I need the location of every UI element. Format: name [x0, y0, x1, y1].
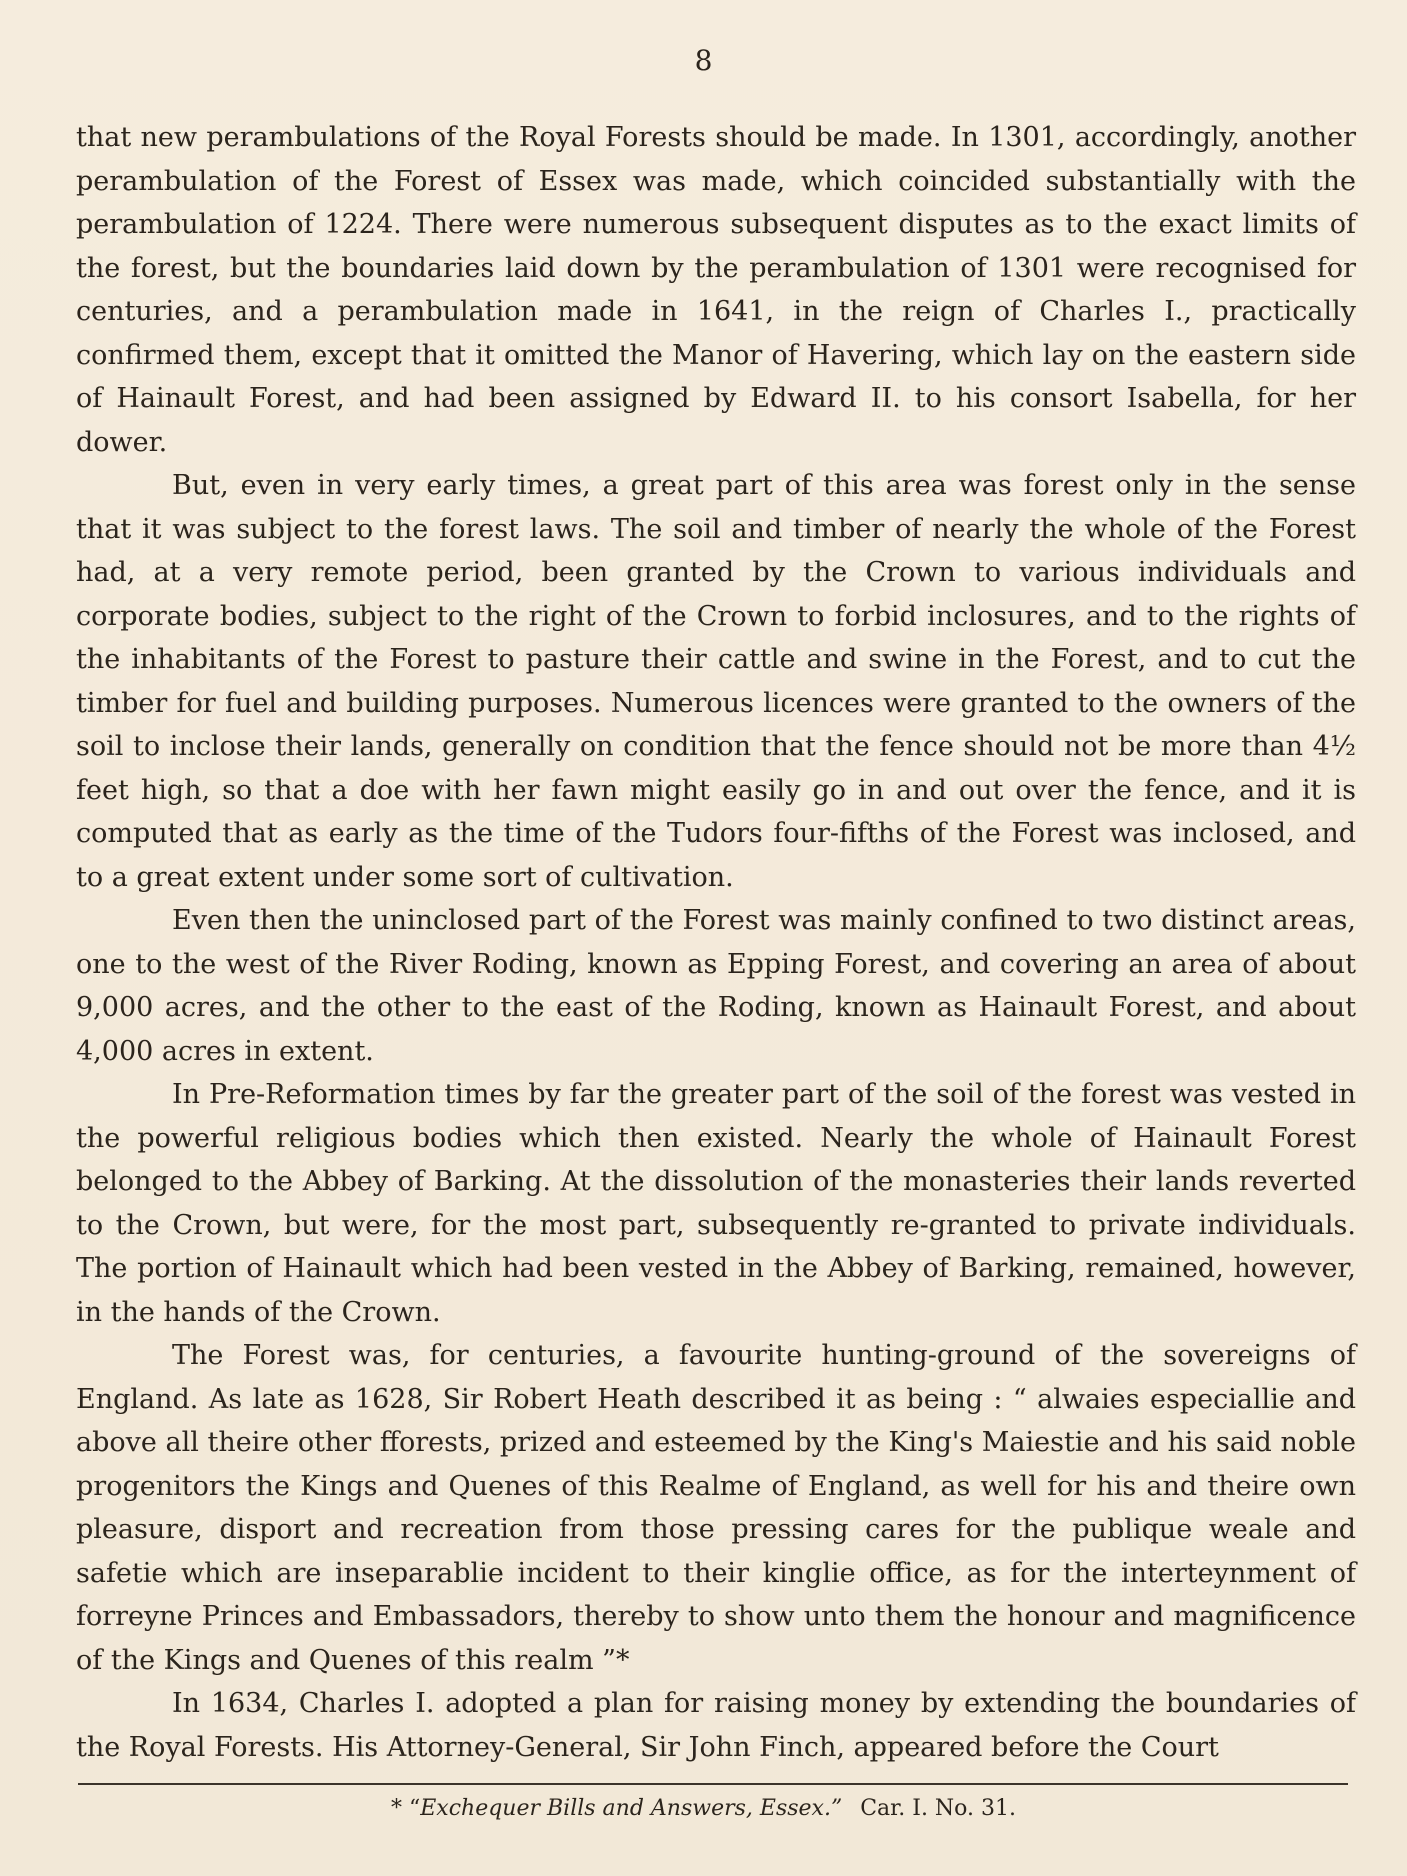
footnote-marker: * “ — [390, 1796, 421, 1821]
footnote-title: Exchequer Bills and Answers, Essex.” — [420, 1796, 843, 1821]
footnote — [0, 1796, 1407, 1821]
paragraph-6: In 1634, Charles I. adopted a plan for raising money by extending the boundaries of the Royal Forests. His Attorney-General, Sir John Finch, appeared before the Court — [76, 1688, 1356, 1763]
paragraph-5: The Forest was, for centuries, a favourite hunting-ground of the sovereigns of England. As late as 1628, Sir Robert Heath described it as being : “ alwaies especiallie and above all theire other fforests, prized and esteemed by the King's Maiestie and his said noble progenitors the Kings and Quenes of this Realme of England, as well for his and theire own pleasure, disport and recreation from those pressing cares for the publique weale and safetie which are inseparablie incident to their kinglie office, as for the interteynment of forreyne Princes and Embassadors, thereby to show unto them the honour and magnificence of the Kings and Quenes of this realm ”* — [76, 1340, 1356, 1676]
paragraph-1: that new perambulations of the Royal Forests should be made. In 1301, accordingly, another perambulation of the Forest of Essex was made, which coincided substantially with the perambulation of 1224. There were numerous subsequent disputes as to the exact limits of the forest, but the boundaries laid down by the perambulation of 1301 were recognised for centuries, and a perambulation made in 1641, in the reign of Charles I., practically confirmed them, except that it omitted the Manor of Havering, which lay on the eastern side of Hainault Forest, and had been assigned by Edward II. to his consort Isabella, for her dower. — [76, 122, 1356, 458]
paragraph-2: But, even in very early times, a great part of this area was forest only in the sense that it was subject to the forest laws. The soil and timber of nearly the whole of the Forest had, at a very remote period, been granted by the Crown to various individuals and corporate bodies, subject to the right of the Crown to forbid inclosures, and to the rights of the inhabitants of the Forest to pasture their cattle and swine in the Forest, and to cut the timber for fuel and building purposes. Numerous licences were granted to the owners of the soil to inclose their lands, generally on condition that the fence should not be more than 4½ feet high, so that a doe with her fawn might easily go in and out over the fence, and it is computed that as early as the time of the Tudors four-fifths of the Forest was inclosed, and to a great extent under some sort of cultivation. — [76, 470, 1356, 893]
footnote-divider — [78, 1783, 1348, 1785]
page-number: 8 — [694, 44, 713, 77]
paragraph-3: Even then the uninclosed part of the Forest was mainly confined to two distinct areas, one to the west of the River Roding, known as Epping Forest, and covering an area of about 9,000 acres, and the other to the east of the Roding, known as Hainault Forest, and about 4,000 acres in extent. — [76, 905, 1356, 1067]
paragraph-4: In Pre-Reformation times by far the greater part of the soil of the forest was vested in the powerful religious bodies which then existed. Nearly the whole of Hainault Forest belonged to the Abbey of Barking. At the dissolution of the monasteries their lands reverted to the Crown, but were, for the most part, subsequently re-granted to private individuals. The portion of Hainault which had been vested in the Abbey of Barking, remained, however, in the hands of the Crown. — [76, 1079, 1356, 1328]
footnote-reference: Car. I. No. 31. — [860, 1796, 1017, 1821]
body-text — [76, 116, 1356, 1769]
